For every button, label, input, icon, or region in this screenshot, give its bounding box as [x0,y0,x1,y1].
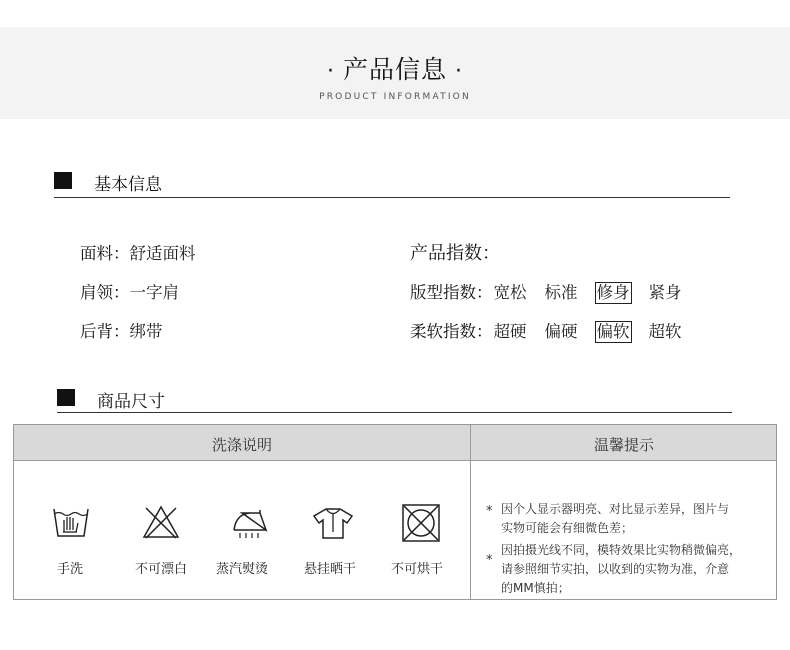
banner-title [0,50,790,86]
asterisk-icon: * [486,553,493,568]
hang-dry-label: 悬挂晒干 [303,562,356,577]
softness-option-selected: 偏软 [596,322,630,341]
back-row [80,318,163,342]
softness-option: 偏硬 [544,322,578,341]
fit-row [410,279,699,304]
collar-row [80,279,179,303]
size-label: 商品尺寸 [97,392,165,412]
tips-header: 温馨提示 [593,436,654,454]
title-dot-left: · [326,59,335,84]
fit-key: 版型指数： [410,283,493,302]
fabric-row [80,240,196,264]
fit-option: 宽松 [493,283,527,302]
tip-2-line-2: 请参照细节实拍，以收到的实物为准，介意 [501,562,730,576]
heading-square-icon [54,172,72,189]
no-tumble-dry-label: 不可烘干 [390,562,443,577]
back-value: 绑带 [129,322,163,341]
index-title: 产品指数： [410,243,500,264]
no-bleach-label: 不可漂白 [134,562,187,577]
softness-key: 柔软指数： [410,322,493,341]
tip-2-line-3: 的MM慎拍； [501,581,570,595]
care-table-header [14,425,776,461]
asterisk-icon: * [486,504,493,519]
softness-row [410,318,699,343]
fabric-key: 面料： [80,244,130,263]
fit-option-selected: 修身 [596,283,630,302]
fit-option: 标准 [544,283,578,302]
fit-option: 紧身 [648,283,682,302]
collar-key: 肩领： [80,283,130,302]
table-column-divider [470,425,471,599]
banner-subtitle: PRODUCT INFORMATION [319,92,471,102]
hand-wash-icon [52,506,90,538]
banner-title-text: 产品信息 [342,55,447,84]
hand-wash-label: 手洗 [56,562,83,577]
title-dot-right: · [455,59,463,84]
fit-options [493,283,699,302]
basic-info-divider [54,197,730,198]
size-divider [57,412,732,413]
collar-value: 一字肩 [129,283,179,302]
softness-options [493,322,699,341]
wash-instructions-header: 洗涤说明 [211,436,272,454]
fabric-value: 舒适面料 [129,244,196,263]
basic-info-heading [54,170,354,195]
heading-square-icon [57,389,75,406]
softness-option: 超软 [648,322,682,341]
softness-option: 超硬 [493,322,527,341]
size-heading [57,387,357,412]
back-key: 后背： [80,322,130,341]
hang-dry-icon [312,506,354,540]
no-tumble-dry-icon [401,503,441,543]
tip-1-line-2: 实物可能会有细微色差； [501,521,634,535]
tip-2-line-1: 因拍摄光线不同，模特效果比实物稍微偏亮， [501,543,742,557]
tip-1-line-1: 因个人显示器明亮、对比显示差异，图片与 [501,502,730,516]
no-bleach-icon [142,505,180,539]
steam-iron-icon [230,506,270,540]
basic-info-label: 基本信息 [94,175,162,195]
steam-iron-label: 蒸汽熨烫 [215,562,268,577]
